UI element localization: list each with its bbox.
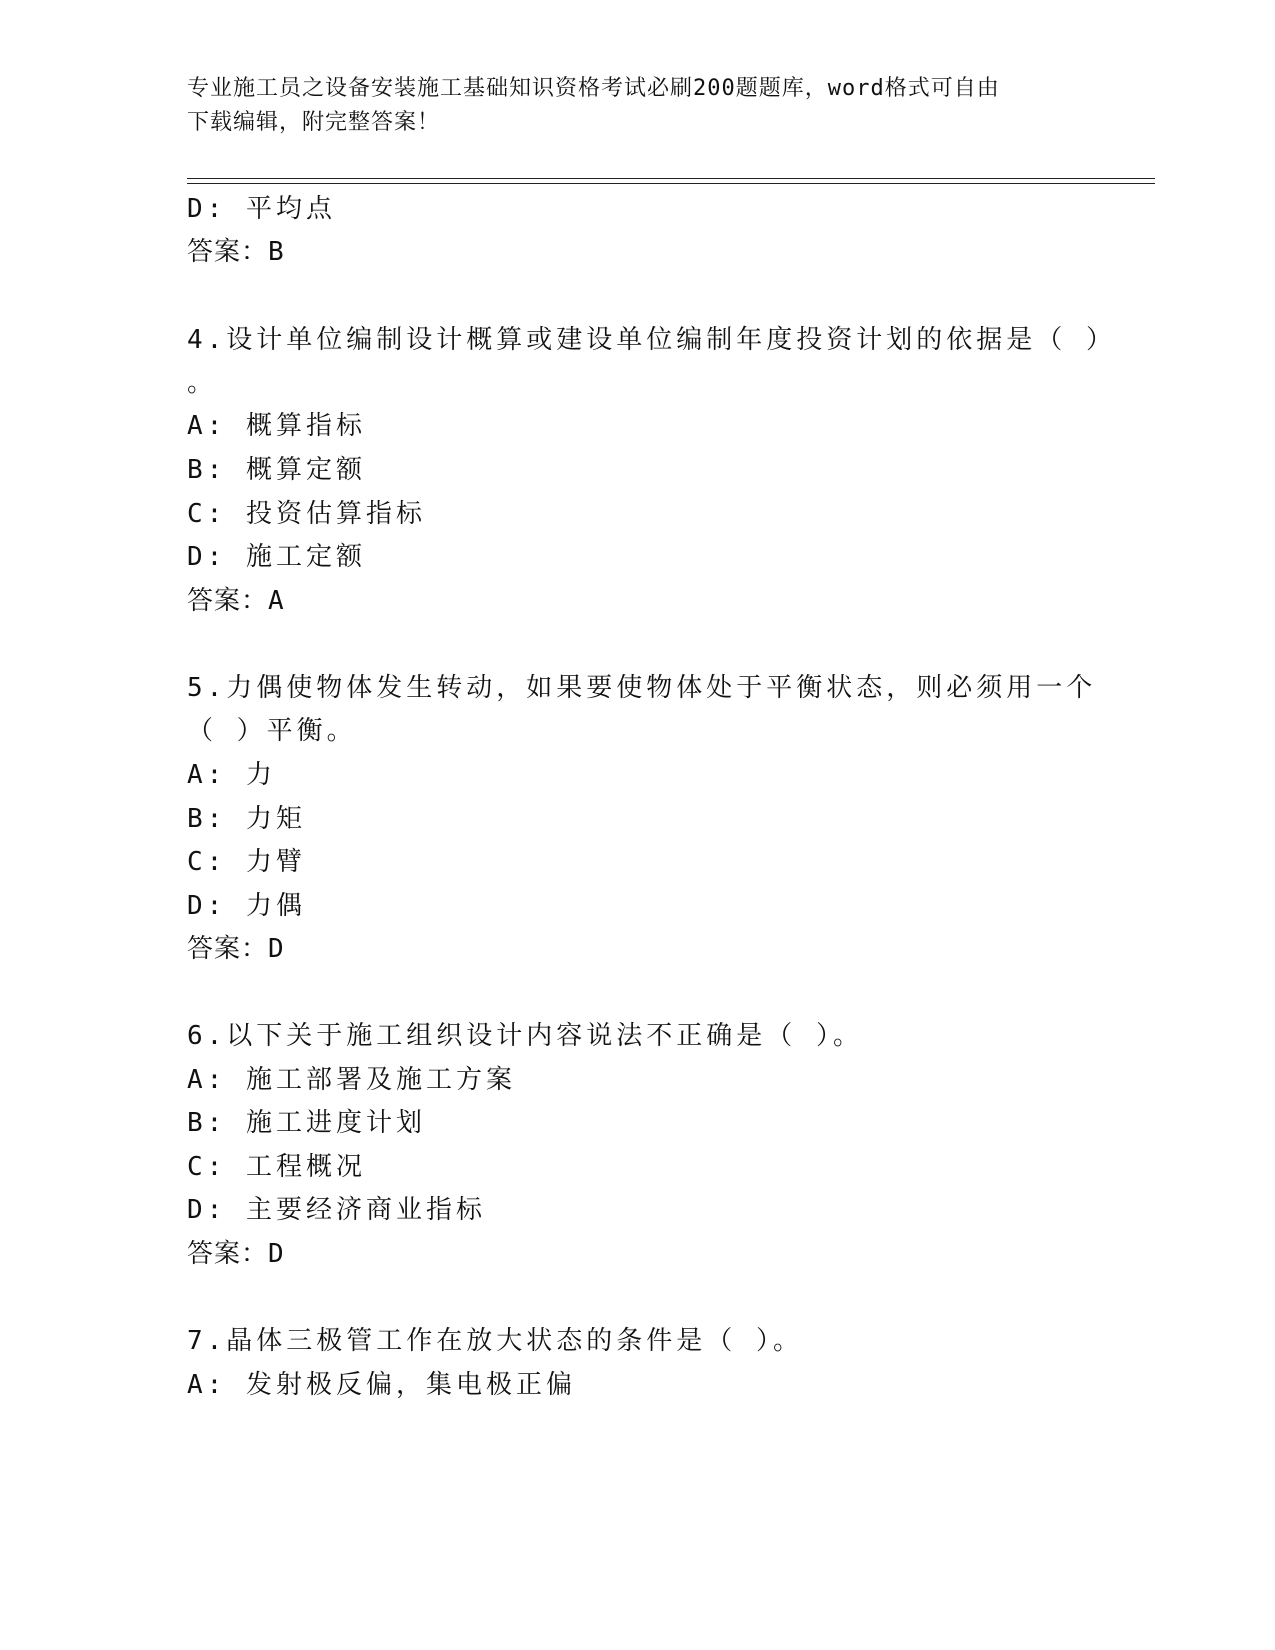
q7-stem-line-1: 7.晶体三极管工作在放大状态的条件是（ ）。 — [187, 1326, 803, 1356]
q4-stem-line-2: 。 — [187, 368, 218, 398]
header-line-2: 下载编辑，附完整答案！ — [187, 110, 441, 135]
q7-option-a: A: 发射极反偏，集电极正偏 — [187, 1370, 576, 1400]
q6-answer: 答案：D — [187, 1239, 285, 1269]
q4-option-a: A: 概算指标 — [187, 411, 366, 441]
header-divider — [187, 178, 1155, 184]
q5-option-d: D: 力偶 — [187, 891, 306, 921]
q6-option-d: D: 主要经济商业指标 — [187, 1195, 486, 1225]
q5-stem-line-2: （ ）平衡。 — [187, 716, 357, 746]
header-line-1: 专业施工员之设备安装施工基础知识资格考试必刷200题题库，word格式可自由 — [187, 76, 1000, 101]
q5-answer: 答案：D — [187, 934, 285, 964]
q5-option-b: B: 力矩 — [187, 804, 306, 834]
q6-option-b: B: 施工进度计划 — [187, 1108, 426, 1138]
q4-answer: 答案：A — [187, 586, 285, 616]
q6-option-a: A: 施工部署及施工方案 — [187, 1065, 516, 1095]
q5-option-a: A: 力 — [187, 760, 276, 790]
q6-option-c: C: 工程概况 — [187, 1152, 366, 1182]
q4-stem-line-1: 4.设计单位编制设计概算或建设单位编制年度投资计划的依据是（ ） — [187, 325, 1116, 355]
q4-option-c: C: 投资估算指标 — [187, 499, 426, 529]
q5-option-c: C: 力臂 — [187, 847, 306, 877]
q3-option-d: D: 平均点 — [187, 194, 336, 224]
q3-answer: 答案：B — [187, 237, 285, 267]
q6-stem-line-1: 6.以下关于施工组织设计内容说法不正确是（ ）。 — [187, 1021, 863, 1051]
q4-option-d: D: 施工定额 — [187, 542, 366, 572]
q5-stem-line-1: 5.力偶使物体发生转动，如果要使物体处于平衡状态，则必须用一个 — [187, 673, 1097, 703]
document-header — [187, 72, 1087, 140]
q4-option-b: B: 概算定额 — [187, 455, 366, 485]
